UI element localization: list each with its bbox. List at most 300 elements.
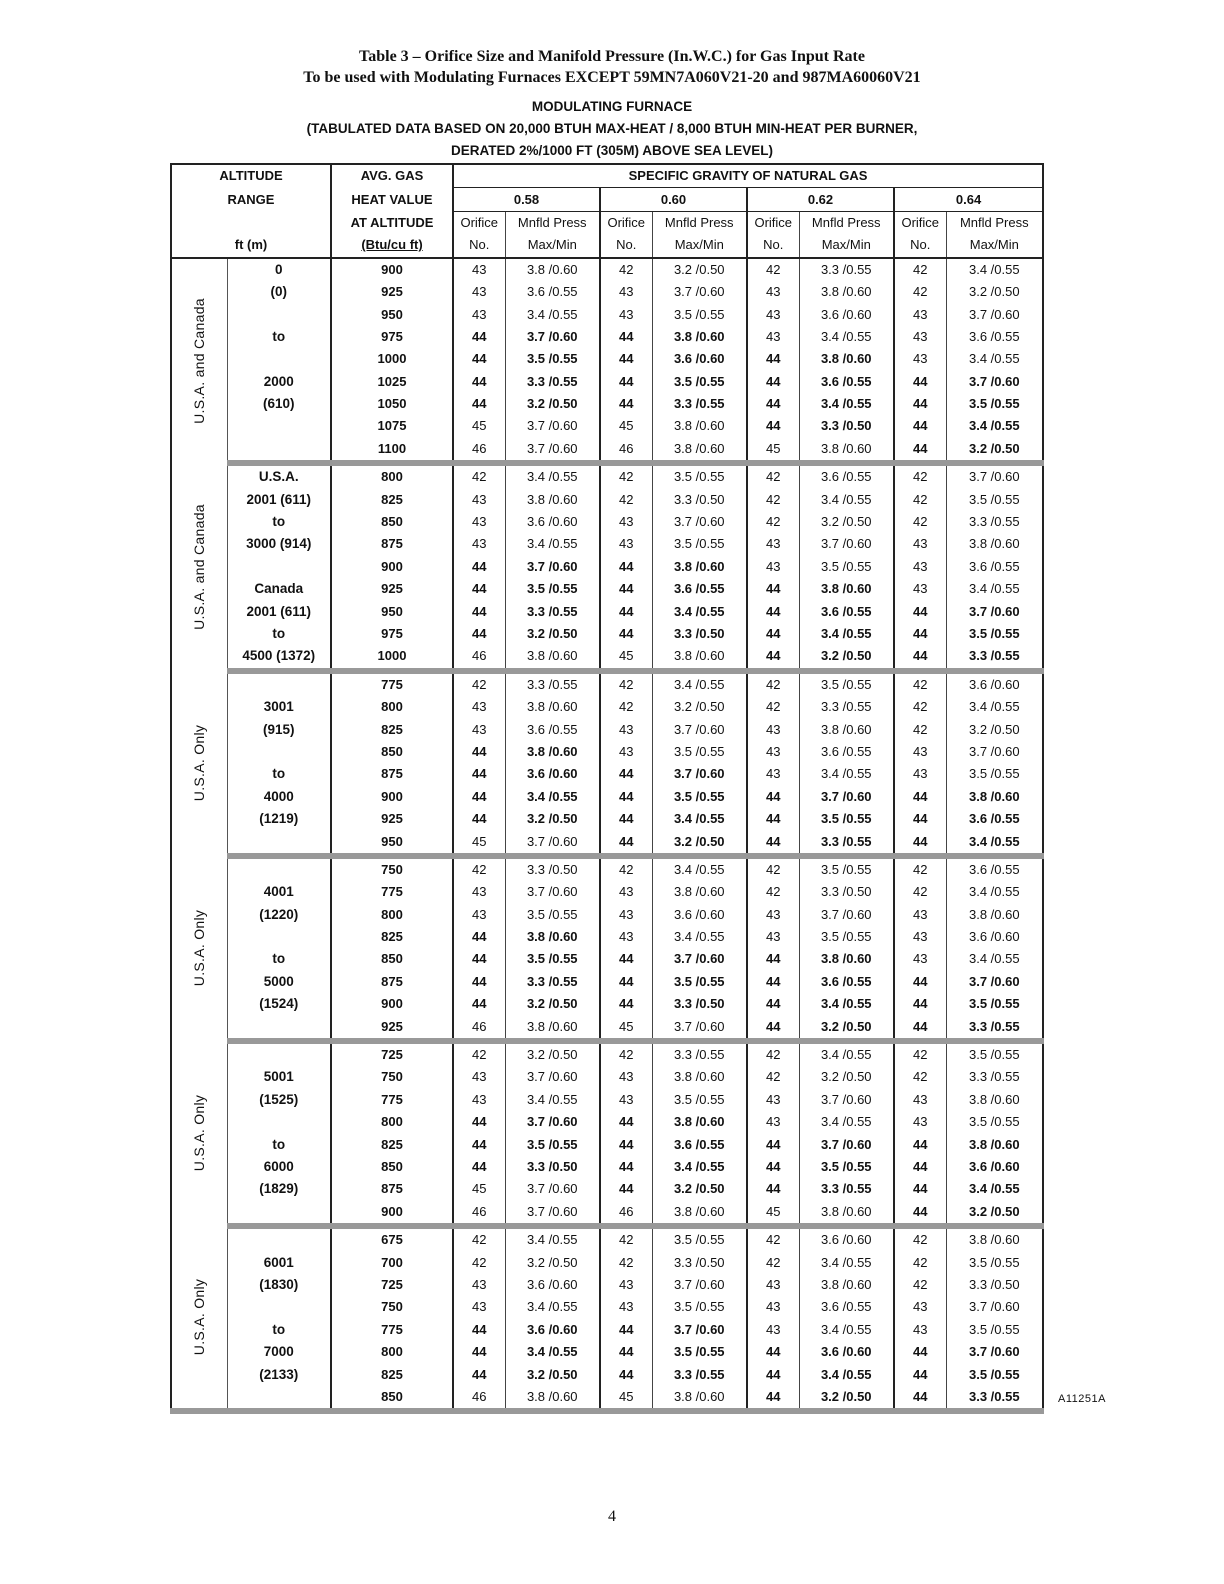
pressure-cell: 3.2 /0.50 bbox=[799, 645, 894, 670]
pressure-cell: 3.7 /0.60 bbox=[505, 556, 600, 578]
region-text: U.S.A. and Canada bbox=[191, 503, 208, 630]
pressure-cell: 3.4 /0.55 bbox=[652, 671, 747, 696]
pressure-cell: 3.5 /0.55 bbox=[799, 671, 894, 696]
pressure-cell: 3.7 /0.60 bbox=[505, 1111, 600, 1133]
pressure-cell: 3.8 /0.60 bbox=[652, 645, 747, 670]
pressure-cell: 3.6 /0.55 bbox=[799, 463, 894, 488]
table-row bbox=[171, 578, 1043, 600]
pressure-cell: 3.7 /0.60 bbox=[505, 415, 600, 437]
orifice-cell: 43 bbox=[600, 1066, 652, 1088]
orifice-cell: 42 bbox=[453, 1251, 505, 1273]
table-row bbox=[171, 856, 1043, 881]
orifice-cell: 43 bbox=[453, 1089, 505, 1111]
pressure-cell: 3.3 /0.55 bbox=[505, 371, 600, 393]
pressure-cell: 3.7 /0.60 bbox=[799, 1089, 894, 1111]
pressure-cell: 3.5 /0.55 bbox=[946, 488, 1043, 510]
orifice-cell: 43 bbox=[894, 948, 946, 970]
pressure-cell: 3.4 /0.55 bbox=[946, 948, 1043, 970]
orifice-cell: 44 bbox=[747, 645, 799, 670]
table-row bbox=[171, 415, 1043, 437]
orifice-cell: 42 bbox=[894, 856, 946, 881]
pressure-cell: 3.5 /0.55 bbox=[946, 1363, 1043, 1385]
orifice-cell: 44 bbox=[747, 1133, 799, 1155]
orifice-cell: 42 bbox=[747, 511, 799, 533]
pressure-cell: 3.8 /0.60 bbox=[652, 556, 747, 578]
table-row bbox=[171, 1133, 1043, 1155]
orifice-cell: 44 bbox=[600, 578, 652, 600]
orifice-cell: 42 bbox=[894, 281, 946, 303]
pressure-cell: 3.5 /0.55 bbox=[799, 926, 894, 948]
heat-value-cell: 725 bbox=[331, 1041, 453, 1066]
table-row bbox=[171, 1111, 1043, 1133]
pressure-cell: 3.3 /0.55 bbox=[505, 671, 600, 696]
pressure-cell: 3.2 /0.50 bbox=[652, 696, 747, 718]
region-label bbox=[171, 1226, 227, 1411]
orifice-cell: 43 bbox=[894, 578, 946, 600]
pressure-cell: 3.2 /0.50 bbox=[505, 1041, 600, 1066]
orifice-cell: 44 bbox=[747, 1341, 799, 1363]
altitude-range-cell bbox=[227, 1386, 331, 1411]
orifice-cell: 43 bbox=[453, 303, 505, 325]
altitude-range-cell: Canada bbox=[227, 578, 331, 600]
region-text: U.S.A. and Canada bbox=[191, 297, 208, 424]
orifice-cell: 44 bbox=[894, 1386, 946, 1411]
pressure-cell: 3.2 /0.50 bbox=[946, 718, 1043, 740]
pressure-cell: 3.5 /0.55 bbox=[799, 808, 894, 830]
pressure-cell: 3.8 /0.60 bbox=[799, 1201, 894, 1226]
orifice-cell: 42 bbox=[600, 1226, 652, 1251]
altitude-range-cell: (1219) bbox=[227, 808, 331, 830]
pressure-cell: 3.6 /0.55 bbox=[652, 578, 747, 600]
orifice-cell: 43 bbox=[600, 281, 652, 303]
sg-064-header: 0.64 bbox=[894, 188, 1043, 211]
orifice-cell: 43 bbox=[894, 1111, 946, 1133]
orifice-cell: 43 bbox=[894, 741, 946, 763]
orifice-cell: 44 bbox=[453, 348, 505, 370]
altitude-range-cell: (1220) bbox=[227, 904, 331, 926]
orifice-cell: 43 bbox=[747, 763, 799, 785]
pressure-cell: 3.2 /0.50 bbox=[505, 1251, 600, 1273]
pressure-cell: 3.8 /0.60 bbox=[946, 1089, 1043, 1111]
orifice-cell: 43 bbox=[747, 533, 799, 555]
pressure-cell: 3.6 /0.55 bbox=[799, 600, 894, 622]
table-row bbox=[171, 303, 1043, 325]
pressure-cell: 3.4 /0.55 bbox=[652, 600, 747, 622]
region-label bbox=[171, 463, 227, 671]
orifice-cell: 44 bbox=[747, 348, 799, 370]
orifice-cell: 42 bbox=[894, 511, 946, 533]
orifice-cell: 44 bbox=[894, 971, 946, 993]
pressure-cell: 3.8 /0.60 bbox=[946, 786, 1043, 808]
heat-value-cell: 850 bbox=[331, 1386, 453, 1411]
pressure-cell: 3.8 /0.60 bbox=[799, 948, 894, 970]
orifice-cell: 44 bbox=[747, 971, 799, 993]
table-row bbox=[171, 533, 1043, 555]
heat-value-cell: 875 bbox=[331, 763, 453, 785]
orifice-cell: 44 bbox=[453, 600, 505, 622]
figure-code: A11251A bbox=[1058, 1393, 1106, 1405]
orifice-cell: 44 bbox=[453, 1341, 505, 1363]
orifice-no-header: No. bbox=[453, 234, 505, 257]
pressure-cell: 3.5 /0.55 bbox=[652, 971, 747, 993]
pressure-cell: 3.4 /0.55 bbox=[799, 1251, 894, 1273]
orifice-cell: 44 bbox=[600, 993, 652, 1015]
pressure-cell: 3.6 /0.60 bbox=[505, 763, 600, 785]
orifice-cell: 44 bbox=[894, 786, 946, 808]
orifice-cell: 44 bbox=[453, 556, 505, 578]
heat-value-header: AVG. GAS bbox=[331, 164, 453, 188]
orifice-cell: 43 bbox=[747, 556, 799, 578]
pressure-cell: 3.8 /0.60 bbox=[799, 438, 894, 463]
pressure-cell: 3.3 /0.50 bbox=[799, 881, 894, 903]
orifice-cell: 44 bbox=[453, 971, 505, 993]
orifice-cell: 43 bbox=[453, 718, 505, 740]
pressure-cell: 3.8 /0.60 bbox=[652, 1066, 747, 1088]
region-label bbox=[171, 671, 227, 856]
pressure-cell: 3.8 /0.60 bbox=[946, 1226, 1043, 1251]
pressure-cell: 3.4 /0.55 bbox=[505, 1226, 600, 1251]
pressure-cell: 3.6 /0.60 bbox=[946, 926, 1043, 948]
pressure-cell: 3.4 /0.55 bbox=[799, 763, 894, 785]
orifice-cell: 44 bbox=[453, 326, 505, 348]
heat-value-cell: 750 bbox=[331, 856, 453, 881]
region-label bbox=[171, 1041, 227, 1226]
orifice-cell: 44 bbox=[453, 741, 505, 763]
pressure-cell: 3.3 /0.50 bbox=[799, 415, 894, 437]
orifice-cell: 45 bbox=[600, 1386, 652, 1411]
orifice-cell: 42 bbox=[894, 1041, 946, 1066]
pressure-cell: 3.2 /0.50 bbox=[799, 1066, 894, 1088]
orifice-cell: 42 bbox=[894, 463, 946, 488]
altitude-range-cell: 4001 bbox=[227, 881, 331, 903]
pressure-cell: 3.4 /0.55 bbox=[505, 1341, 600, 1363]
orifice-cell: 43 bbox=[453, 1296, 505, 1318]
altitude-range-cell: 6001 bbox=[227, 1251, 331, 1273]
sg-058-header: 0.58 bbox=[453, 188, 600, 211]
heat-value-cell: 850 bbox=[331, 511, 453, 533]
heat-value-cell: 800 bbox=[331, 696, 453, 718]
pressure-cell: 3.2 /0.50 bbox=[505, 808, 600, 830]
orifice-cell: 44 bbox=[453, 578, 505, 600]
orifice-cell: 44 bbox=[894, 371, 946, 393]
altitude-range-cell bbox=[227, 1015, 331, 1040]
orifice-header: Orifice bbox=[600, 211, 652, 234]
table-subtitle: To be used with Modulating Furnaces EXCEPT 59MN7A060V21-20 and 987MA60060V21 bbox=[303, 69, 921, 86]
orifice-cell: 46 bbox=[453, 1386, 505, 1411]
heat-value-cell: 875 bbox=[331, 971, 453, 993]
orifice-cell: 44 bbox=[453, 763, 505, 785]
pressure-cell: 3.5 /0.55 bbox=[505, 948, 600, 970]
pressure-cell: 3.4 /0.55 bbox=[946, 415, 1043, 437]
orifice-cell: 43 bbox=[453, 281, 505, 303]
table-row bbox=[171, 348, 1043, 370]
orifice-cell: 43 bbox=[747, 926, 799, 948]
altitude-range-cell bbox=[227, 556, 331, 578]
pressure-cell: 3.4 /0.55 bbox=[652, 808, 747, 830]
orifice-cell: 44 bbox=[600, 1156, 652, 1178]
pressure-cell: 3.5 /0.55 bbox=[652, 1226, 747, 1251]
pressure-cell: 3.8 /0.60 bbox=[799, 348, 894, 370]
table-row bbox=[171, 1089, 1043, 1111]
orifice-cell: 44 bbox=[747, 808, 799, 830]
orifice-cell: 46 bbox=[453, 1201, 505, 1226]
pressure-cell: 3.5 /0.55 bbox=[505, 1133, 600, 1155]
orifice-cell: 43 bbox=[747, 326, 799, 348]
press-header: Mnfld Press bbox=[946, 211, 1043, 234]
altitude-range-cell: 4500 (1372) bbox=[227, 645, 331, 670]
pressure-cell: 3.5 /0.55 bbox=[652, 533, 747, 555]
orifice-cell: 42 bbox=[600, 1041, 652, 1066]
pressure-cell: 3.3 /0.55 bbox=[946, 511, 1043, 533]
pressure-cell: 3.6 /0.60 bbox=[652, 904, 747, 926]
pressure-cell: 3.3 /0.50 bbox=[946, 1274, 1043, 1296]
pressure-cell: 3.3 /0.50 bbox=[652, 993, 747, 1015]
pressure-cell: 3.4 /0.55 bbox=[505, 463, 600, 488]
orifice-cell: 44 bbox=[894, 1201, 946, 1226]
orifice-pressure-table bbox=[170, 163, 1044, 1414]
orifice-cell: 42 bbox=[894, 718, 946, 740]
pressure-cell: 3.7 /0.60 bbox=[652, 948, 747, 970]
table-row bbox=[171, 741, 1043, 763]
pressure-cell: 3.7 /0.60 bbox=[652, 1274, 747, 1296]
heat-value-cell: 1050 bbox=[331, 393, 453, 415]
orifice-cell: 44 bbox=[894, 1341, 946, 1363]
orifice-cell: 44 bbox=[747, 1178, 799, 1200]
orifice-cell: 43 bbox=[600, 533, 652, 555]
pressure-cell: 3.2 /0.50 bbox=[799, 1386, 894, 1411]
heat-value-cell: 700 bbox=[331, 1251, 453, 1273]
table-row bbox=[171, 1201, 1043, 1226]
altitude-range-cell bbox=[227, 1041, 331, 1066]
orifice-cell: 44 bbox=[600, 786, 652, 808]
orifice-cell: 44 bbox=[453, 926, 505, 948]
orifice-cell: 44 bbox=[453, 1111, 505, 1133]
press-range-header: Max/Min bbox=[799, 234, 894, 257]
orifice-cell: 44 bbox=[894, 993, 946, 1015]
orifice-cell: 42 bbox=[747, 488, 799, 510]
pressure-cell: 3.7 /0.60 bbox=[799, 1133, 894, 1155]
orifice-cell: 43 bbox=[600, 511, 652, 533]
tabulated-data-note: (TABULATED DATA BASED ON 20,000 BTUH MAX-HEAT / 8,000 BTUH MIN-HEAT PER BURNER, bbox=[306, 121, 918, 136]
pressure-cell: 3.2 /0.50 bbox=[799, 511, 894, 533]
heat-value-cell: 825 bbox=[331, 488, 453, 510]
pressure-cell: 3.7 /0.60 bbox=[652, 763, 747, 785]
orifice-cell: 43 bbox=[894, 1296, 946, 1318]
pressure-cell: 3.5 /0.55 bbox=[799, 556, 894, 578]
pressure-cell: 3.8 /0.60 bbox=[505, 258, 600, 281]
pressure-cell: 3.7 /0.60 bbox=[946, 303, 1043, 325]
orifice-cell: 44 bbox=[600, 326, 652, 348]
pressure-cell: 3.8 /0.60 bbox=[505, 741, 600, 763]
orifice-cell: 44 bbox=[747, 786, 799, 808]
orifice-cell: 44 bbox=[600, 348, 652, 370]
pressure-cell: 3.4 /0.55 bbox=[799, 488, 894, 510]
orifice-cell: 44 bbox=[894, 393, 946, 415]
orifice-cell: 42 bbox=[894, 671, 946, 696]
orifice-cell: 44 bbox=[453, 808, 505, 830]
orifice-cell: 44 bbox=[894, 830, 946, 855]
orifice-cell: 44 bbox=[600, 556, 652, 578]
orifice-cell: 43 bbox=[747, 741, 799, 763]
pressure-cell: 3.2 /0.50 bbox=[946, 281, 1043, 303]
pressure-cell: 3.5 /0.55 bbox=[652, 1341, 747, 1363]
orifice-no-header: No. bbox=[894, 234, 946, 257]
table-row bbox=[171, 645, 1043, 670]
orifice-cell: 45 bbox=[747, 438, 799, 463]
orifice-cell: 43 bbox=[453, 533, 505, 555]
heat-value-cell: 800 bbox=[331, 904, 453, 926]
region-text: U.S.A. Only bbox=[191, 1278, 208, 1356]
heat-value-cell: 750 bbox=[331, 1066, 453, 1088]
pressure-cell: 3.7 /0.60 bbox=[505, 1066, 600, 1088]
table-row bbox=[171, 904, 1043, 926]
orifice-cell: 43 bbox=[600, 904, 652, 926]
altitude-range-cell: 5001 bbox=[227, 1066, 331, 1088]
pressure-cell: 3.6 /0.55 bbox=[799, 371, 894, 393]
pressure-cell: 3.5 /0.55 bbox=[946, 1111, 1043, 1133]
orifice-cell: 42 bbox=[894, 488, 946, 510]
altitude-header: ALTITUDE bbox=[219, 168, 283, 184]
orifice-cell: 43 bbox=[747, 904, 799, 926]
pressure-cell: 3.2 /0.50 bbox=[505, 623, 600, 645]
heat-value-cell: 925 bbox=[331, 578, 453, 600]
orifice-cell: 43 bbox=[453, 1066, 505, 1088]
orifice-cell: 43 bbox=[894, 1089, 946, 1111]
altitude-range-cell: (2133) bbox=[227, 1363, 331, 1385]
altitude-range-cell: 2001 (611) bbox=[227, 600, 331, 622]
orifice-cell: 43 bbox=[747, 1319, 799, 1341]
orifice-cell: 44 bbox=[747, 578, 799, 600]
orifice-cell: 43 bbox=[453, 1274, 505, 1296]
table-row bbox=[171, 371, 1043, 393]
pressure-cell: 3.3 /0.55 bbox=[799, 1178, 894, 1200]
orifice-cell: 44 bbox=[453, 1363, 505, 1385]
table-row bbox=[171, 948, 1043, 970]
table-row bbox=[171, 600, 1043, 622]
pressure-cell: 3.3 /0.55 bbox=[652, 1363, 747, 1385]
orifice-cell: 43 bbox=[747, 303, 799, 325]
orifice-cell: 44 bbox=[600, 948, 652, 970]
pressure-cell: 3.3 /0.55 bbox=[946, 645, 1043, 670]
table-row bbox=[171, 696, 1043, 718]
orifice-cell: 46 bbox=[453, 1015, 505, 1040]
press-header: Mnfld Press bbox=[505, 211, 600, 234]
orifice-cell: 44 bbox=[600, 1363, 652, 1385]
pressure-cell: 3.8 /0.60 bbox=[946, 904, 1043, 926]
pressure-cell: 3.4 /0.55 bbox=[799, 1319, 894, 1341]
pressure-cell: 3.6 /0.60 bbox=[799, 1226, 894, 1251]
pressure-cell: 3.7 /0.60 bbox=[505, 830, 600, 855]
pressure-cell: 3.7 /0.60 bbox=[799, 904, 894, 926]
orifice-cell: 44 bbox=[600, 830, 652, 855]
pressure-cell: 3.8 /0.60 bbox=[652, 415, 747, 437]
pressure-cell: 3.5 /0.55 bbox=[652, 786, 747, 808]
table-row bbox=[171, 438, 1043, 463]
pressure-cell: 3.4 /0.55 bbox=[946, 258, 1043, 281]
pressure-cell: 3.6 /0.60 bbox=[946, 671, 1043, 696]
table-row bbox=[171, 556, 1043, 578]
pressure-cell: 3.8 /0.60 bbox=[505, 926, 600, 948]
pressure-cell: 3.6 /0.60 bbox=[946, 1156, 1043, 1178]
altitude-range-cell bbox=[227, 303, 331, 325]
orifice-cell: 42 bbox=[894, 1226, 946, 1251]
table-row bbox=[171, 623, 1043, 645]
orifice-cell: 42 bbox=[600, 696, 652, 718]
pressure-cell: 3.2 /0.50 bbox=[652, 258, 747, 281]
pressure-cell: 3.4 /0.55 bbox=[799, 993, 894, 1015]
pressure-cell: 3.5 /0.55 bbox=[946, 1041, 1043, 1066]
pressure-cell: 3.4 /0.55 bbox=[652, 856, 747, 881]
orifice-cell: 45 bbox=[600, 415, 652, 437]
pressure-cell: 3.6 /0.55 bbox=[505, 281, 600, 303]
orifice-cell: 43 bbox=[600, 718, 652, 740]
pressure-cell: 3.2 /0.50 bbox=[799, 1015, 894, 1040]
orifice-cell: 44 bbox=[453, 1156, 505, 1178]
altitude-range-cell bbox=[227, 348, 331, 370]
orifice-cell: 43 bbox=[747, 718, 799, 740]
pressure-cell: 3.4 /0.55 bbox=[799, 326, 894, 348]
orifice-cell: 44 bbox=[600, 623, 652, 645]
orifice-cell: 44 bbox=[894, 1156, 946, 1178]
heat-value-cell: 1000 bbox=[331, 348, 453, 370]
orifice-cell: 42 bbox=[600, 856, 652, 881]
heat-value-cell: 900 bbox=[331, 556, 453, 578]
altitude-range-cell: (1525) bbox=[227, 1089, 331, 1111]
pressure-cell: 3.3 /0.55 bbox=[505, 971, 600, 993]
pressure-cell: 3.6 /0.55 bbox=[799, 971, 894, 993]
pressure-cell: 3.8 /0.60 bbox=[505, 1386, 600, 1411]
pressure-cell: 3.5 /0.55 bbox=[505, 578, 600, 600]
pressure-cell: 3.7 /0.60 bbox=[652, 511, 747, 533]
altitude-range-cell bbox=[227, 856, 331, 881]
page-number: 4 bbox=[608, 1508, 616, 1525]
pressure-cell: 3.4 /0.55 bbox=[505, 533, 600, 555]
pressure-cell: 3.4 /0.55 bbox=[799, 1041, 894, 1066]
altitude-range-cell: 0 bbox=[227, 258, 331, 281]
pressure-cell: 3.3 /0.50 bbox=[652, 488, 747, 510]
pressure-cell: 3.7 /0.60 bbox=[946, 371, 1043, 393]
heat-value-cell: 1075 bbox=[331, 415, 453, 437]
orifice-cell: 43 bbox=[894, 348, 946, 370]
pressure-cell: 3.5 /0.55 bbox=[652, 303, 747, 325]
orifice-cell: 44 bbox=[453, 786, 505, 808]
orifice-cell: 42 bbox=[600, 1251, 652, 1273]
orifice-cell: 44 bbox=[600, 808, 652, 830]
heat-value-cell: 925 bbox=[331, 1015, 453, 1040]
orifice-cell: 44 bbox=[894, 415, 946, 437]
orifice-cell: 42 bbox=[747, 463, 799, 488]
orifice-cell: 42 bbox=[453, 463, 505, 488]
altitude-range-cell: to bbox=[227, 511, 331, 533]
pressure-cell: 3.3 /0.55 bbox=[799, 696, 894, 718]
orifice-cell: 42 bbox=[747, 1041, 799, 1066]
orifice-cell: 42 bbox=[747, 671, 799, 696]
altitude-range-cell: to bbox=[227, 1319, 331, 1341]
orifice-cell: 43 bbox=[894, 926, 946, 948]
altitude-range-cell: (1524) bbox=[227, 993, 331, 1015]
orifice-cell: 42 bbox=[894, 1066, 946, 1088]
pressure-cell: 3.8 /0.60 bbox=[799, 718, 894, 740]
region-text: U.S.A. Only bbox=[191, 724, 208, 802]
altitude-range-header: RANGE bbox=[227, 191, 275, 207]
altitude-range-cell bbox=[227, 830, 331, 855]
pressure-cell: 3.5 /0.55 bbox=[652, 1089, 747, 1111]
sg-062-header: 0.62 bbox=[747, 188, 894, 211]
orifice-cell: 43 bbox=[600, 926, 652, 948]
heat-value-cell: 950 bbox=[331, 830, 453, 855]
altitude-range-cell bbox=[227, 1201, 331, 1226]
altitude-range-cell bbox=[227, 926, 331, 948]
